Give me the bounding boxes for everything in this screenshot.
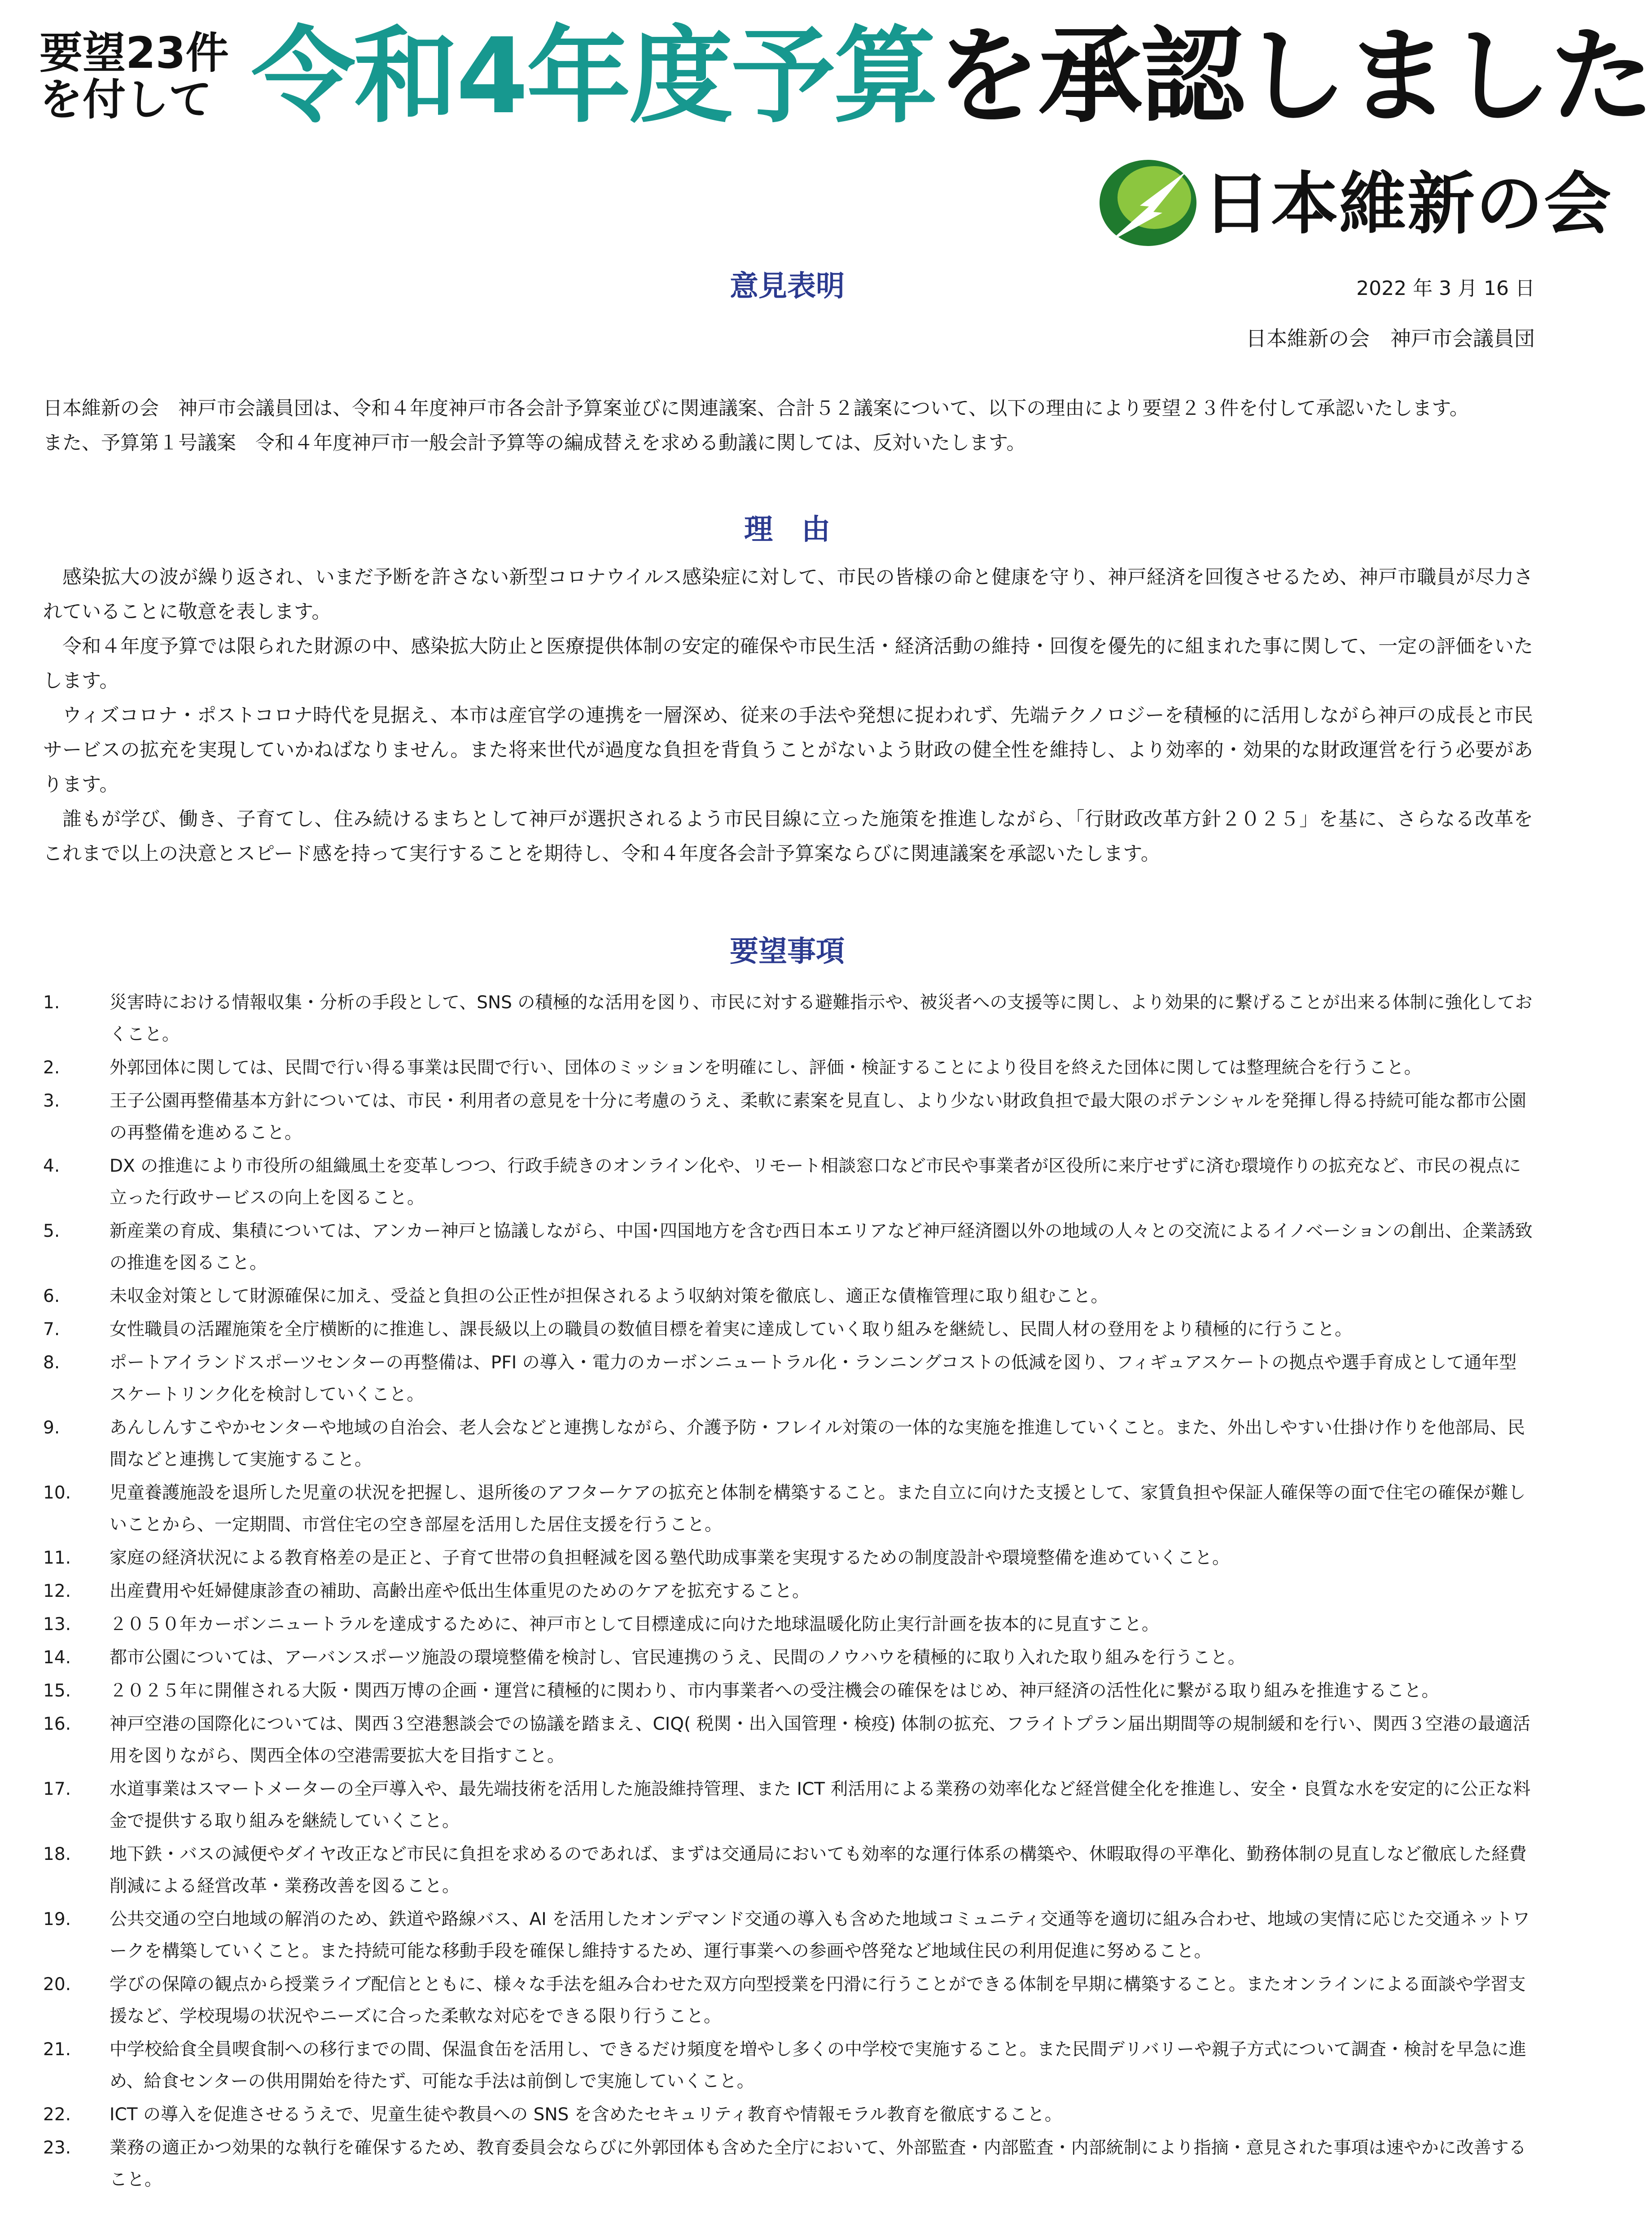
item-number: 23. — [43, 2138, 71, 2158]
item-text: 業務の適正かつ効果的な執行を確保するため、教育委員会ならびに外郭団体も含めた全庁において、外部監査・内部監査・内部統制により指摘・意見された事項は速やかに改善すること。 — [110, 2138, 1526, 2190]
item-text: 外郭団体に関しては、民間で行い得る事業は民間で行い、団体のミッションを明確にし、評価・検証することにより役目を終えた団体に関しては整理統合を行うこと。 — [110, 1058, 1422, 1078]
item-number: 13. — [43, 1614, 71, 1635]
list-item — [43, 1215, 1533, 1279]
pre-title — [39, 30, 229, 123]
list-item — [43, 1347, 1533, 1411]
list-item — [43, 1903, 1533, 1967]
page-header — [0, 0, 1652, 251]
main-title-green: 令和4年度予算 — [251, 16, 936, 137]
organization: 日本維新の会 神戸市会議員団 — [1246, 326, 1535, 351]
reason-heading: 理 由 — [744, 513, 830, 546]
item-number: 6. — [43, 1286, 60, 1306]
list-item — [43, 1412, 1533, 1476]
item-text: 中学校給食全員喫食制への移行までの間、保温食缶を活用し、できるだけ頻度を増やし多くの中学校で実施すること。また民間デリバリーや親子方式について調査・検討を早急に進め、給食センターの供用開始を待たず、可能な手法は前倒しで実施していくこと。 — [110, 2039, 1527, 2092]
item-number: 8. — [43, 1353, 60, 1373]
intro-paragraph: また、予算第１号議案 令和４年度神戸市一般会計予算等の編成替えを求める動議に関しては、反対いたします。 — [43, 432, 1026, 454]
list-item — [43, 1708, 1533, 1772]
list-item — [43, 1314, 1533, 1345]
item-number: 10. — [43, 1483, 71, 1503]
item-text: 家庭の経済状況による教育格差の是正と、子育て世帯の負担軽減を図る塾代助成事業を実現するための制度設計や環境整備を進めていくこと。 — [110, 1548, 1230, 1568]
item-number: 21. — [43, 2039, 71, 2060]
item-text: ２０２５年に開催される大阪・関西万博の企画・運営に積極的に関わり、市内事業者への受注機会の確保をはじめ、神戸経済の活性化に繋がる取り組みを推進すること。 — [110, 1681, 1439, 1701]
item-number: 12. — [43, 1581, 71, 1601]
item-number: 7. — [43, 1319, 60, 1340]
list-item — [43, 2034, 1533, 2097]
item-text: あんしんすこやかセンターや地域の自治会、老人会などと連携しながら、介護予防・フレイル対策の一体的な実施を推進していくこと。また、外出しやすい仕掛け作りを他部局、民間などと連携して実施すること。 — [110, 1418, 1525, 1470]
reason-paragraph: 感染拡大の波が繰り返され、いまだ予断を許さない新型コロナウイルス感染症に対して、市民の皆様の命と健康を守り、神戸経済を回復させるため、神戸市職員が尽力されていることに敬意を表します。 — [43, 566, 1533, 623]
item-number: 18. — [43, 1844, 71, 1864]
item-number: 14. — [43, 1648, 71, 1668]
item-text: 神戸空港の国際化については、関西３空港懇談会での協議を踏まえ、CIQ( 税関・出入国管理・検疫) 体制の拡充、フライトプラン届出期間等の規制緩和を行い、関西３空港の最適活用を図りながら、関西全体の空港需要拡大を目指すこと。 — [110, 1714, 1530, 1766]
item-number: 3. — [43, 1091, 60, 1111]
item-number: 17. — [43, 1779, 71, 1799]
opinion-heading: 意見表明 — [730, 270, 845, 303]
reason-text — [43, 560, 1533, 871]
item-text: 学びの保障の観点から授業ライブ配信とともに、様々な手法を組み合わせた双方向型授業を円滑に行うことができる体制を早期に構築すること。またオンラインによる面談や学習支援など、学校現場の状況やニーズに合った柔軟な対応をできる限り行うこと。 — [110, 1974, 1526, 2026]
item-text: 児童養護施設を退所した児童の状況を把握し、退所後のアフターケアの拡充と体制を構築すること。また自立に向けた支援として、家賃負担や保証人確保等の面で住宅の確保が難しいことから、一定期間、市営住宅の空き部屋を活用した居住支援を行うこと。 — [110, 1483, 1526, 1535]
item-number: 11. — [43, 1548, 71, 1568]
item-number: 9. — [43, 1418, 60, 1438]
item-text: ポートアイランドスポーツセンターの再整備は、PFI の導入・電力のカーボンニュートラル化・ランニングコストの低減を図り、フィギュアスケートの拠点や選手育成として通年型スケートリンク化を検討していくこと。 — [110, 1353, 1517, 1405]
list-item — [43, 1280, 1533, 1312]
item-text: 出産費用や妊婦健康診査の補助、高齢出産や低出生体重児のためのケアを拡充すること。 — [110, 1581, 810, 1601]
item-text: ICT の導入を促進させるうえで、児童生徒や教員への SNS を含めたセキュリティ教育や情報モラル教育を徹底すること。 — [110, 2105, 1062, 2125]
item-text: 未収金対策として財源確保に加え、受益と負担の公正性が担保されるよう収納対策を徹底し、適正な債権管理に取り組むこと。 — [110, 1286, 1109, 1306]
list-item — [43, 1052, 1533, 1084]
list-item — [43, 1085, 1533, 1149]
item-text: DX の推進により市役所の組織風土を変革しつつ、行政手続きのオンライン化や、リモート相談窓口など市民や事業者が区役所に来庁せずに済む環境作りの拡充など、市民の視点に立った行政サービスの向上を図ること。 — [110, 1156, 1521, 1208]
list-item — [43, 1609, 1533, 1640]
item-text: 公共交通の空白地域の解消のため、鉄道や路線バス、AI を活用したオンデマンド交通の導入も含めた地域コミュニティ交通等を適切に組み合わせ、地域の実情に応じた交通ネットワークを構築していくこと。また持続可能な移動手段を確保し維持するため、運行事業への参画や啓発など地域住民の利用促進に努めること。 — [110, 1909, 1530, 1961]
intro-paragraph: 日本維新の会 神戸市会議員団は、令和４年度神戸市各会計予算案並びに関連議案、合計５２議案について、以下の理由により要望２３件を付して承認いたします。 — [43, 397, 1469, 420]
item-text: 地下鉄・バスの減便やダイヤ改正など市民に負担を求めるのであれば、まずは交通局においても効率的な運行体系の構築や、休暇取得の平準化、勤務体制の見直しなど徹底した経費削減による経営改革・業務改善を図ること。 — [110, 1844, 1527, 1896]
list-item — [43, 1150, 1533, 1214]
item-text: 災害時における情報収集・分析の手段として、SNS の積極的な活用を図り、市民に対する避難指示や、被災者への支援等に関し、より効果的に繋げることが出来る体制に強化しておくこと。 — [110, 993, 1533, 1045]
intro-text — [43, 391, 1533, 461]
list-item — [43, 2132, 1533, 2196]
reason-paragraph: 令和４年度予算では限られた財源の中、感染拡大防止と医療提供体制の安定的確保や市民生活・経済活動の維持・回復を優先的に組まれた事に関して、一定の評価をいたします。 — [43, 635, 1533, 692]
list-item — [43, 987, 1533, 1050]
list-item — [43, 1969, 1533, 2032]
date: 2022 年 3 月 16 日 — [1356, 277, 1535, 300]
party-logo — [1095, 153, 1613, 256]
item-text: 都市公園については、アーバンスポーツ施設の環境整備を検討し、官民連携のうえ、民間のノウハウを積極的に取り入れた取り組みを行うこと。 — [110, 1648, 1245, 1668]
item-text: ２０５０年カーボンニュートラルを達成するために、神戸市として目標達成に向けた地球温暖化防止実行計画を抜本的に見直すこと。 — [110, 1614, 1159, 1635]
requests-heading: 要望事項 — [730, 935, 845, 968]
reason-paragraph: 誰もが学び、働き、子育てし、住み続けるまちとして神戸が選択されるよう市民目線に立った施策を推進しながら、「行財政改革方針２０２５」を基に、さらなる改革をこれまで以上の決意とスピード感を持って実行することを期待し、令和４年度各会計予算案ならびに関連議案を承認いたします。 — [43, 808, 1533, 865]
item-number: 5. — [43, 1221, 60, 1241]
list-item — [43, 1838, 1533, 1902]
list-item — [43, 1642, 1533, 1674]
list-item — [43, 1575, 1533, 1607]
item-number: 4. — [43, 1156, 60, 1176]
main-title-black: を承認しました — [936, 16, 1652, 137]
item-number: 22. — [43, 2105, 71, 2125]
item-text: 水道事業はスマートメーターの全戸導入や、最先端技術を活用した施設維持管理、また ICT 利活用による業務の効率化など経営健全化を推進し、安全・良質な水を安定的に公正な料金で提供する取り組みを継続していくこと。 — [110, 1779, 1531, 1831]
list-item — [43, 2099, 1533, 2131]
item-number: 16. — [43, 1714, 71, 1734]
pre-title-line1: 要望23件 — [39, 28, 229, 78]
requests-list — [43, 987, 1533, 2197]
logo-text: 日本維新の会 — [1203, 164, 1613, 243]
item-text: 新産業の育成、集積については、アンカー神戸と協議しながら、中国･四国地方を含む西日本エリアなど神戸経済圏以外の地域の人々との交流によるイノベーションの創出、企業誘致の推進を図ること。 — [110, 1221, 1533, 1273]
item-number: 20. — [43, 1974, 71, 1995]
item-number: 1. — [43, 993, 60, 1013]
item-text: 王子公園再整備基本方針については、市民・利用者の意見を十分に考慮のうえ、柔軟に素案を見直し、より少ない財政負担で最大限のポテンシャルを発揮し得る持続可能な都市公園の再整備を進めること。 — [110, 1091, 1526, 1143]
item-number: 15. — [43, 1681, 71, 1701]
list-item — [43, 1542, 1533, 1574]
item-number: 19. — [43, 1909, 71, 1929]
leaf-bolt-logo-icon — [1095, 153, 1198, 256]
list-item — [43, 1773, 1533, 1837]
item-text: 女性職員の活躍施策を全庁横断的に推進し、課長級以上の職員の数値目標を着実に達成していく取り組みを継続し、民間人材の登用をより積極的に行うこと。 — [110, 1319, 1353, 1340]
main-title — [251, 18, 1652, 135]
item-number: 2. — [43, 1058, 60, 1078]
list-item — [43, 1675, 1533, 1707]
pre-title-line2: を付して — [39, 75, 212, 125]
reason-paragraph: ウィズコロナ・ポストコロナ時代を見据え、本市は産官学の連携を一層深め、従来の手法や発想に捉われず、先端テクノロジーを積極的に活用しながら神戸の成長と市民サービスの拡充を実現していかねばなりません。また将来世代が過度な負担を背負うことがないよう財政の健全性を維持し、より効率的・効果的な財政運営を行う必要があります。 — [43, 704, 1533, 796]
list-item — [43, 1477, 1533, 1541]
